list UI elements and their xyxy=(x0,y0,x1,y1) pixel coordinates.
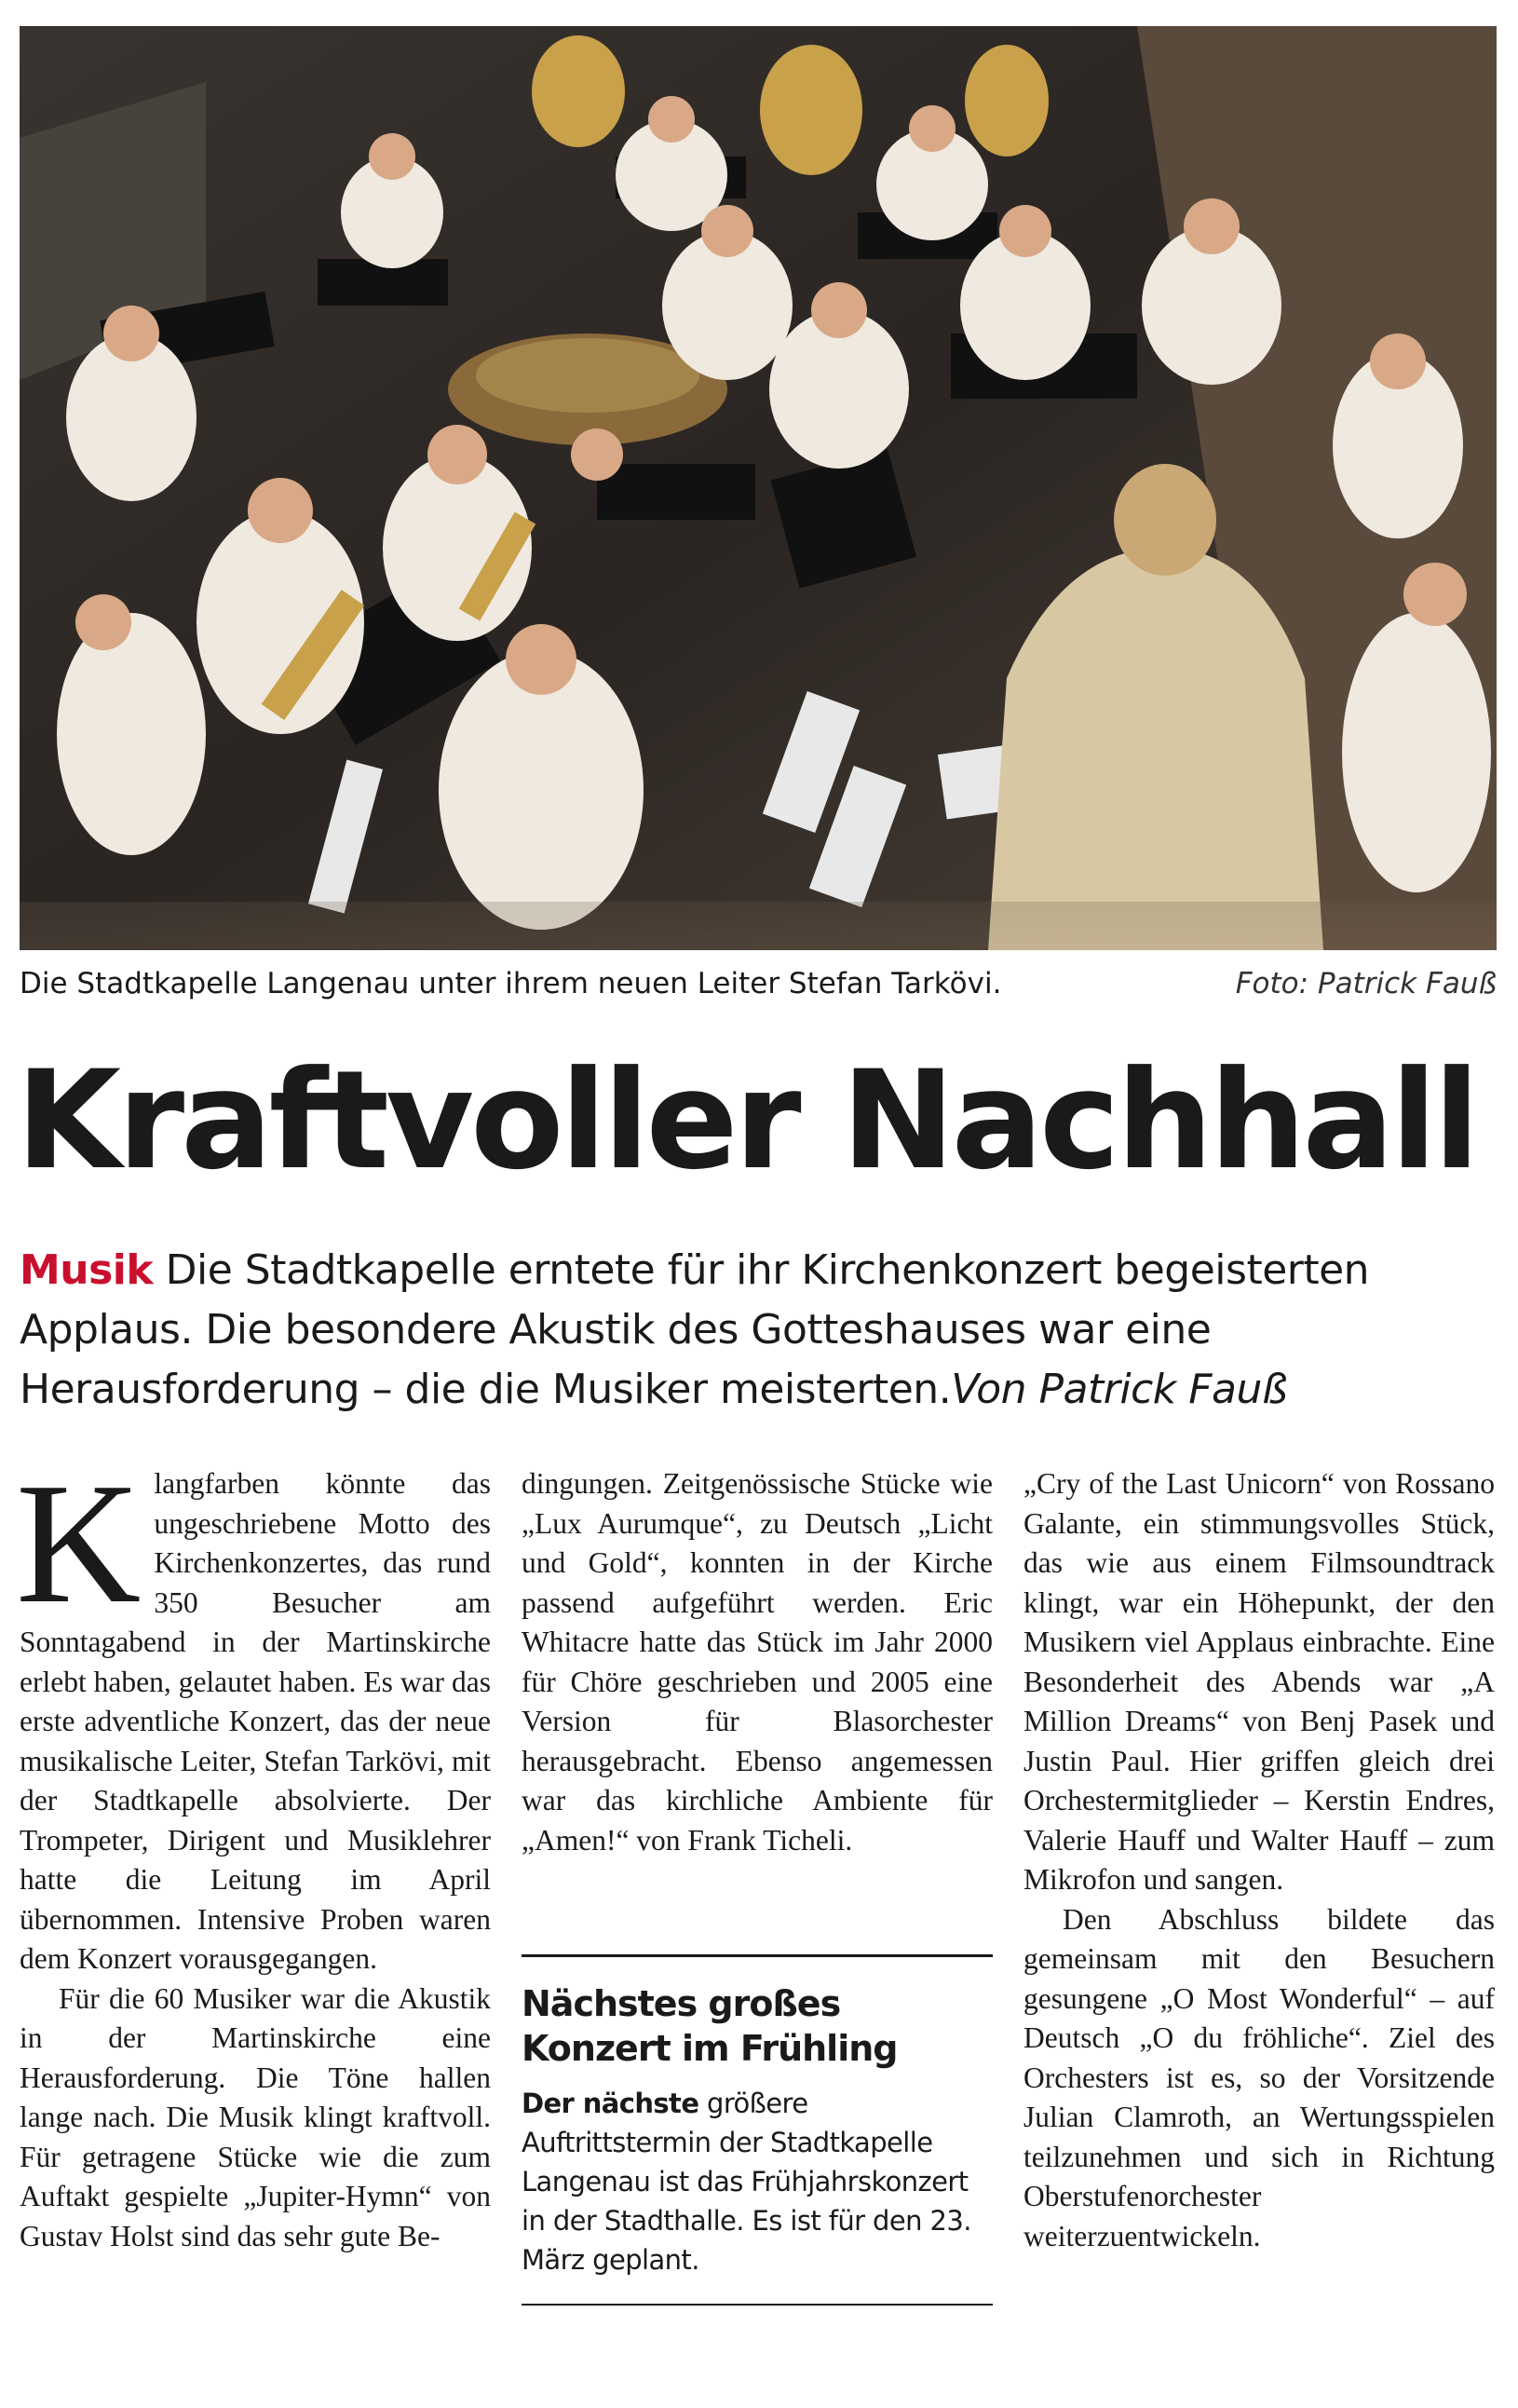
body-paragraph-4: Den Abschluss bildete das gemeinsam mit den Besuchern gesungene „O Most Wonderful“ – auf Deutsch „O du fröhliche“. Ziel des Orchesters ist es, so der Vorsitzende Julian Clamroth, an Wertungsspielen teilzunehmen und sich in Richtung Oberstufenorchester weiterzuentwickeln. xyxy=(1023,1902,1495,2252)
lead-byline: Von Patrick Fauß xyxy=(951,1366,1288,1413)
photo-caption-row xyxy=(20,959,1497,1008)
lead-kicker: Musik xyxy=(20,1246,154,1294)
info-box-text xyxy=(522,2084,993,2279)
body-column-1 xyxy=(16,1448,491,2256)
body-column-2 xyxy=(522,1464,993,1860)
drop-cap: K xyxy=(16,1448,142,1639)
info-box-divider xyxy=(522,2304,993,2306)
photo-caption: Die Stadtkapelle Langenau unter ihrem neuen Leiter Stefan Tarkövi. xyxy=(20,967,1002,1000)
body-paragraph-1 xyxy=(16,1448,491,1979)
article-lead xyxy=(20,1241,1497,1420)
lead-text: Die Stadtkapelle erntete für ihr Kirchenkonzert begeisterten Applaus. Die besondere Akustik des Gotteshauses war eine Herausforderung – die die Musiker meisterten. xyxy=(20,1246,1370,1413)
article-headline: Kraftvoller Nachhall xyxy=(16,1041,1477,1200)
body-paragraph-3: „Cry of the Last Unicorn“ von Rossano Galante, ein stimmungsvolles Stück, das wie aus einem Filmsoundtrack klingt, war ein Höhepunkt, der den Musikern viel Applaus einbrachte. Eine Besonderheit des Abends war „A Million Dreams“ von Benj Pasek und Justin Paul. Hier griffen gleich drei Orchestermitglieder – Kerstin Endres, Valerie Hauff und Walter Hauff – zum Mikrofon und sangen. xyxy=(1023,1467,1495,1896)
info-box-lead: Der nächste xyxy=(522,2088,699,2119)
body-paragraph-2: Für die 60 Musiker war die Akustik in der Martinskirche eine Herausforderung. Die Töne hallen lange nach. Die Musik klingt kraftvoll. Für getragene Stücke wie die zum Auftakt gespielte „Jupiter-Hymn“ von Gustav Holst sind das sehr gute Be- xyxy=(20,1981,491,2252)
orchestra-photo-illustration xyxy=(20,26,1497,950)
body-paragraph-1-text: langfarben könnte das ungeschriebene Motto des Kirchenkonzertes, das rund 350 Besucher am Sonntagabend in der Martinskirche erlebt haben, gelautet haben. Es war das erste adventliche Konzert, das der neue musikalische Leiter, Stefan Tarkövi, mit der Stadtkapelle absolvierte. Der Trompeter, Dirigent und Musiklehrer hatte die Leitung im April übernommen. Intensive Proben waren dem Konzert vorausgegangen. xyxy=(20,1467,491,1975)
body-paragraph-2-continued: dingungen. Zeitgenössische Stücke wie „Lux Aurumque“, zu Deutsch „Licht und Gold“, konnten in der Kirche passend aufgeführt werden. Eric Whitacre hatte das Stück im Jahr 2000 für Chöre geschrieben und 2005 eine Version für Blasorchester herausgebracht. Ebenso angemessen war das kirchliche Ambiente für „Amen!“ von Frank Ticheli. xyxy=(522,1467,993,1857)
info-box xyxy=(522,1954,993,2306)
info-box-title: Nächstes großes Konzert im Frühling xyxy=(522,1983,898,2069)
article-photo xyxy=(20,26,1497,950)
info-box-body: größere Auftrittstermin der Stadtkapelle Langenau ist das Frühjahrskonzert in der Stadthalle. Es ist für den 23. März geplant. xyxy=(522,2088,971,2276)
body-column-3 xyxy=(1023,1464,1495,2256)
photo-credit: Foto: Patrick Fauß xyxy=(1235,967,1497,1000)
